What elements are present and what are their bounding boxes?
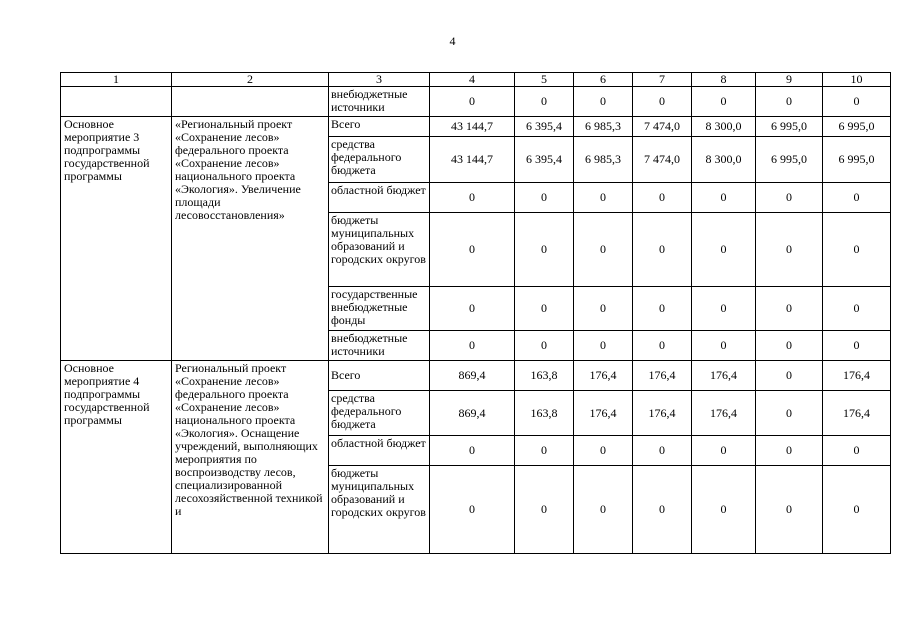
value-cell: 0 [430,287,515,331]
value-cell: 0 [633,436,692,466]
value-cell: 163,8 [515,361,574,391]
value-cell: 0 [756,87,823,117]
value-cell: 869,4 [430,361,515,391]
value-cell: 0 [574,331,633,361]
source-cell: средства федерального бюджета [329,137,430,183]
value-cell: 0 [430,183,515,213]
source-cell: Всего [329,361,430,391]
value-cell: 8 300,0 [692,137,756,183]
value-cell: 0 [756,466,823,554]
source-cell: государственные внебюджетные фонды [329,287,430,331]
value-cell: 176,4 [692,361,756,391]
value-cell: 0 [823,331,891,361]
value-cell: 0 [756,183,823,213]
source-cell: бюджеты муниципальных образований и городских округов [329,466,430,554]
source-cell: средства федерального бюджета [329,391,430,436]
value-cell: 0 [692,466,756,554]
value-cell: 176,4 [574,391,633,436]
activity-description-cell: Региональный проект «Сохранение лесов» федерального проекта «Сохранение лесов» национального проекта «Экология». Оснащение учреждений, выполняющих мероприятия по воспроизводству лесов, специализированной лесохозяйственной техникой и [172,361,329,554]
value-cell: 0 [692,436,756,466]
value-cell: 0 [633,87,692,117]
value-cell: 8 300,0 [692,117,756,137]
value-cell: 43 144,7 [430,137,515,183]
value-cell: 0 [574,213,633,287]
value-cell: 176,4 [823,361,891,391]
source-cell: Всего [329,117,430,137]
column-header: 3 [329,73,430,87]
value-cell: 0 [574,87,633,117]
value-cell: 0 [756,391,823,436]
value-cell: 0 [515,213,574,287]
value-cell: 869,4 [430,391,515,436]
value-cell: 163,8 [515,391,574,436]
value-cell: 0 [692,331,756,361]
column-header: 5 [515,73,574,87]
value-cell: 0 [823,466,891,554]
value-cell: 6 395,4 [515,137,574,183]
value-cell: 0 [574,287,633,331]
source-cell: внебюджетные источники [329,331,430,361]
value-cell: 6 395,4 [515,117,574,137]
value-cell: 0 [756,331,823,361]
value-cell: 6 995,0 [756,137,823,183]
value-cell: 6 995,0 [823,137,891,183]
value-cell: 0 [430,466,515,554]
value-cell: 176,4 [574,361,633,391]
value-cell: 6 995,0 [823,117,891,137]
value-cell: 0 [430,436,515,466]
header-row [61,73,891,87]
column-header: 9 [756,73,823,87]
source-cell: бюджеты муниципальных образований и городских округов [329,213,430,287]
value-cell: 0 [823,287,891,331]
activity-description-cell: «Региональный проект «Сохранение лесов» федерального проекта «Сохранение лесов» национального проекта «Экология». Увеличение площади лесовосстановления» [172,117,329,361]
value-cell: 0 [515,287,574,331]
value-cell: 0 [756,436,823,466]
value-cell: 7 474,0 [633,117,692,137]
value-cell: 176,4 [823,391,891,436]
column-header: 8 [692,73,756,87]
value-cell: 0 [823,213,891,287]
source-cell: внебюджетные источники [329,87,430,117]
value-cell: 0 [430,331,515,361]
value-cell: 0 [633,213,692,287]
value-cell: 176,4 [692,391,756,436]
source-cell: областной бюджет [329,436,430,466]
value-cell: 0 [633,183,692,213]
value-cell: 0 [823,183,891,213]
value-cell: 0 [823,436,891,466]
value-cell: 0 [515,183,574,213]
value-cell: 0 [515,331,574,361]
activity-name-cell: Основное мероприятие 4 подпрограммы государственной программы [61,361,172,554]
table-row [61,117,891,137]
source-cell: областной бюджет [329,183,430,213]
value-cell: 6 985,3 [574,117,633,137]
value-cell: 0 [515,87,574,117]
column-header: 6 [574,73,633,87]
column-header: 10 [823,73,891,87]
value-cell: 0 [574,436,633,466]
value-cell: 176,4 [633,391,692,436]
value-cell: 0 [633,287,692,331]
value-cell: 7 474,0 [633,137,692,183]
column-header: 7 [633,73,692,87]
activity-name-cell: Основное мероприятие 3 подпрограммы государственной программы [61,117,172,361]
column-header: 4 [430,73,515,87]
budget-table [60,72,891,554]
value-cell: 0 [574,466,633,554]
value-cell: 0 [692,213,756,287]
value-cell: 0 [430,213,515,287]
value-cell: 0 [633,331,692,361]
page-number: 4 [449,34,456,48]
table-row [61,87,891,117]
value-cell: 0 [633,466,692,554]
value-cell: 0 [692,287,756,331]
value-cell: 0 [756,361,823,391]
table-row [61,361,891,391]
value-cell: 0 [692,183,756,213]
value-cell: 0 [515,466,574,554]
value-cell: 0 [515,436,574,466]
value-cell: 176,4 [633,361,692,391]
value-cell: 0 [430,87,515,117]
value-cell: 6 995,0 [756,117,823,137]
value-cell: 0 [756,213,823,287]
value-cell: 6 985,3 [574,137,633,183]
value-cell: 0 [692,87,756,117]
value-cell: 0 [756,287,823,331]
column-header: 1 [61,73,172,87]
value-cell: 0 [823,87,891,117]
value-cell: 0 [574,183,633,213]
value-cell: 43 144,7 [430,117,515,137]
column-header: 2 [172,73,329,87]
